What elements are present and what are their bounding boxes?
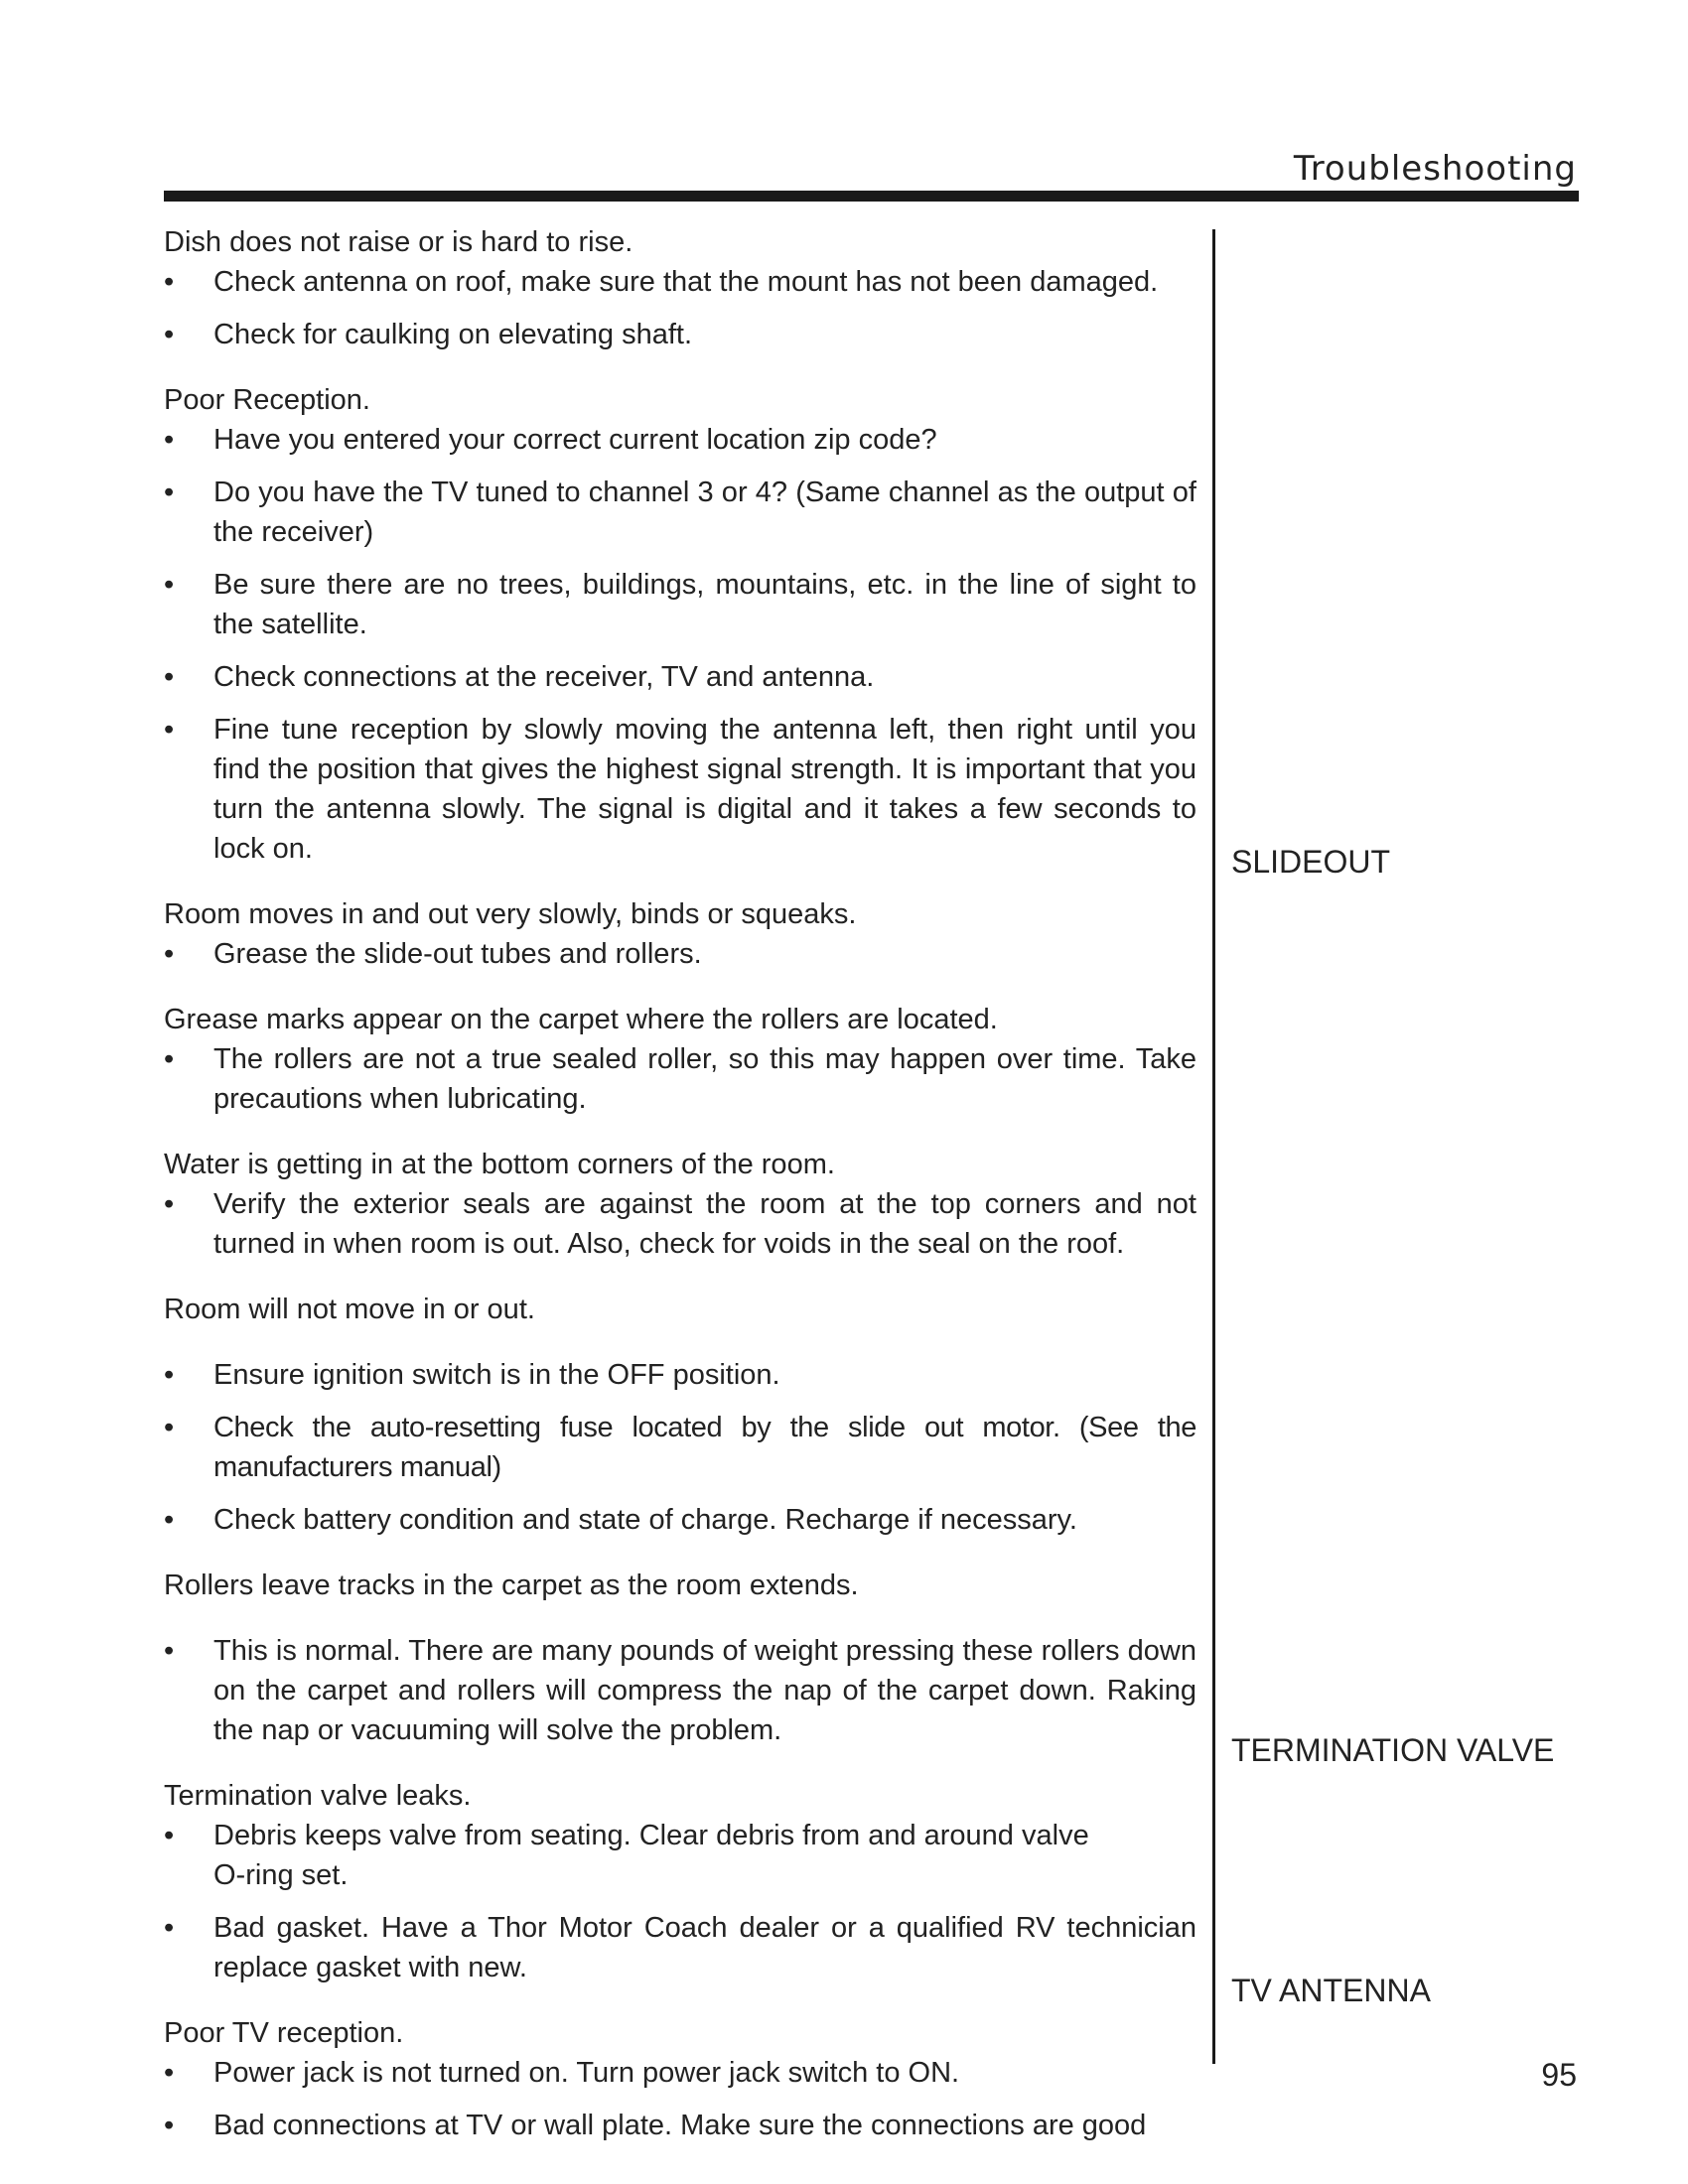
page-number: 95	[1541, 2057, 1577, 2093]
bullet-item: • Power jack is not turned on. Turn power jack switch to ON.	[164, 2053, 1196, 2093]
bullet-item: • This is normal. There are many pounds of weight pressing these rollers down on the carpet and rollers will compress the nap of the carpet down. Raking the nap or vacuuming will solve the problem.	[164, 1631, 1196, 1750]
bullet-item: • Bad gasket. Have a Thor Motor Coach dealer or a qualified RV technician replace gasket with new.	[164, 1908, 1196, 1987]
bullet-item: • Check antenna on roof, make sure that the mount has not been damaged.	[164, 262, 1196, 302]
bullet-item: • Have you entered your correct current location zip code?	[164, 420, 1196, 460]
topic-heading: Termination valve leaks.	[164, 1780, 472, 1812]
bullet-item: • Bad connections at TV or wall plate. Make sure the connections are good	[164, 2106, 1196, 2145]
topic-heading: Grease marks appear on the carpet where the rollers are located.	[164, 1004, 998, 1035]
bullet-item: • Check battery condition and state of charge. Recharge if necessary.	[164, 1500, 1196, 1540]
bullet-list	[164, 934, 1196, 974]
bullet-list	[164, 1039, 1196, 1119]
bullet-item: • Be sure there are no trees, buildings, mountains, etc. in the line of sight to the satellite.	[164, 565, 1196, 644]
bullet-list	[164, 1631, 1196, 1750]
topic-heading: Poor TV reception.	[164, 2017, 404, 2049]
bullet-item: • Fine tune reception by slowly moving the antenna left, then right until you find the position that gives the highest signal strength. It is important that you turn the antenna slowly. The signal is digital and it takes a few seconds to lock on.	[164, 710, 1196, 869]
topic-heading: Poor Reception.	[164, 384, 370, 416]
bullet-list	[164, 262, 1196, 354]
side-label-tv-antenna: TV ANTENNA	[1231, 1973, 1431, 2008]
bullet-item: • Check for caulking on elevating shaft.	[164, 315, 1196, 354]
side-label-termination-valve: TERMINATION VALVE	[1231, 1732, 1555, 1768]
side-label-slideout: SLIDEOUT	[1231, 844, 1391, 880]
header-rule	[164, 191, 1579, 202]
bullet-item: • Verify the exterior seals are against the room at the top corners and not turned in when room is out. Also, check for voids in the seal on the roof.	[164, 1184, 1196, 1264]
bullet-list	[164, 1184, 1196, 1264]
topic-heading: Room moves in and out very slowly, binds or squeaks.	[164, 898, 857, 930]
topic-heading: Dish does not raise or is hard to rise.	[164, 226, 633, 258]
section-header-title: Troubleshooting	[1293, 149, 1577, 189]
topic-heading: Water is getting in at the bottom corners of the room.	[164, 1149, 835, 1180]
bullet-item: • Ensure ignition switch is in the OFF position.	[164, 1355, 1196, 1395]
topic-heading: Rollers leave tracks in the carpet as the room extends.	[164, 1570, 859, 1601]
bullet-item: • The rollers are not a true sealed roller, so this may happen over time. Take precautions when lubricating.	[164, 1039, 1196, 1119]
topic-heading: Room will not move in or out.	[164, 1294, 535, 1325]
column-divider	[1212, 229, 1215, 2064]
bullet-item: • Do you have the TV tuned to channel 3 or 4? (Same channel as the output of the receiver)	[164, 473, 1196, 552]
bullet-list	[164, 420, 1196, 869]
bullet-list	[164, 2053, 1196, 2145]
bullet-item: • Check connections at the receiver, TV and antenna.	[164, 657, 1196, 697]
bullet-item: • Debris keeps valve from seating. Clear debris from and around valve O-ring set.	[164, 1816, 1196, 1895]
bullet-item: • Grease the slide-out tubes and rollers.	[164, 934, 1196, 974]
bullet-item: • Check the auto-resetting fuse located by the slide out motor. (See the manufacturers manual)	[164, 1408, 1196, 1487]
main-content	[164, 222, 1196, 2158]
bullet-list	[164, 1816, 1196, 1987]
bullet-list	[164, 1355, 1196, 1540]
